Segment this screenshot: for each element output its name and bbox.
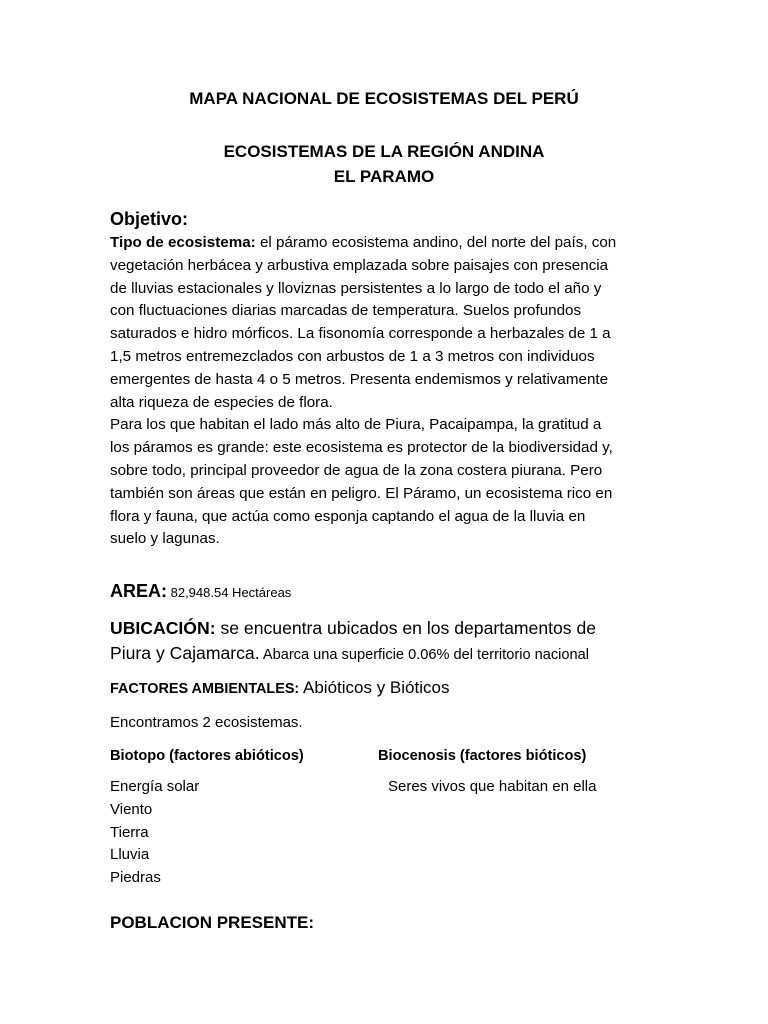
objetivo-line: también son áreas que están en peligro. El Páramo, un ecosistema rico en (110, 484, 613, 502)
region-title: ECOSISTEMAS DE LA REGIÓN ANDINA (223, 142, 545, 161)
biotopo-list (110, 776, 199, 890)
ecosystem-title: EL PARAMO (333, 167, 435, 186)
biotopo-item: Energía solar (110, 778, 200, 795)
factores-label: FACTORES AMBIENTALES: (110, 681, 300, 697)
objetivo-line: los páramos es grande: este ecosistema es protector de la biodiversidad y, (110, 439, 613, 457)
tipo-ecosistema-label: Tipo de ecosistema: (110, 234, 256, 251)
biotopo-item: Tierra (110, 823, 149, 841)
ubicacion-label: UBICACIÓN: (110, 618, 216, 638)
biotopo-item: Lluvia (110, 846, 150, 864)
ubicacion-text: se encuentra ubicados en los departamentos de (215, 618, 597, 638)
factores-value: Abióticos y Bióticos (299, 678, 450, 697)
poblacion-heading: POBLACION PRESENTE: (110, 913, 315, 932)
objetivo-text: el páramo ecosistema andino, del norte del país, con (255, 234, 617, 251)
encontramos-text: Encontramos 2 ecosistemas. (110, 714, 303, 731)
area-value: 82,948.54 Hectáreas (167, 585, 292, 600)
objetivo-line: alta riqueza de especies de flora. (110, 393, 333, 411)
area-label: AREA: (110, 581, 167, 601)
biotopo-item: Piedras (110, 869, 161, 887)
objetivo-line: emergentes de hasta 4 o 5 metros. Presenta endemismos y relativamente (110, 370, 609, 388)
ubicacion-superficie: Abarca una superficie 0.06% del territorio nacional (259, 647, 589, 663)
objetivo-paragraph (110, 232, 670, 551)
area-section (110, 581, 291, 602)
objetivo-line: con fluctuaciones diarias marcadas de temperatura. Suelos profundos (110, 302, 582, 320)
objetivo-line: Para los que habitan el lado más alto de Piura, Pacaipampa, la gratitud a (110, 416, 602, 434)
objetivo-line: sobre todo, principal proveedor de agua de la zona costera piurana. Pero (110, 461, 603, 479)
objetivo-line: 1,5 metros entremezclados con arbustos de 1 a 3 metros con individuos (110, 347, 595, 365)
biocenosis-heading: Biocenosis (factores bióticos) (378, 748, 587, 764)
ubicacion-line (110, 616, 670, 641)
ubicacion-departments: Piura y Cajamarca. (110, 643, 260, 663)
objetivo-heading: Objetivo: (110, 209, 189, 229)
ubicacion-section (110, 616, 670, 668)
objetivo-line (110, 232, 670, 255)
objetivo-line: vegetación herbácea y arbustiva emplazada sobre paisajes con presencia (110, 256, 609, 274)
factores-section (110, 678, 449, 698)
objetivo-line: de lluvias estacionales y lloviznas persistentes a lo largo de todo el año y (110, 279, 602, 297)
objetivo-line: suelo y lagunas. (110, 530, 220, 548)
ubicacion-line (110, 641, 670, 668)
objetivo-line: flora y fauna, que actúa como esponja captando el agua de la lluvia en (110, 507, 586, 525)
objetivo-line: saturados e hidro mórficos. La fisonomía corresponde a herbazales de 1 a (110, 325, 611, 343)
document-title: MAPA NACIONAL DE ECOSISTEMAS DEL PERÚ (189, 89, 579, 108)
biocenosis-text: Seres vivos que habitan en ella (388, 778, 597, 795)
biotopo-heading: Biotopo (factores abióticos) (110, 748, 304, 764)
biotopo-item: Viento (110, 800, 153, 818)
